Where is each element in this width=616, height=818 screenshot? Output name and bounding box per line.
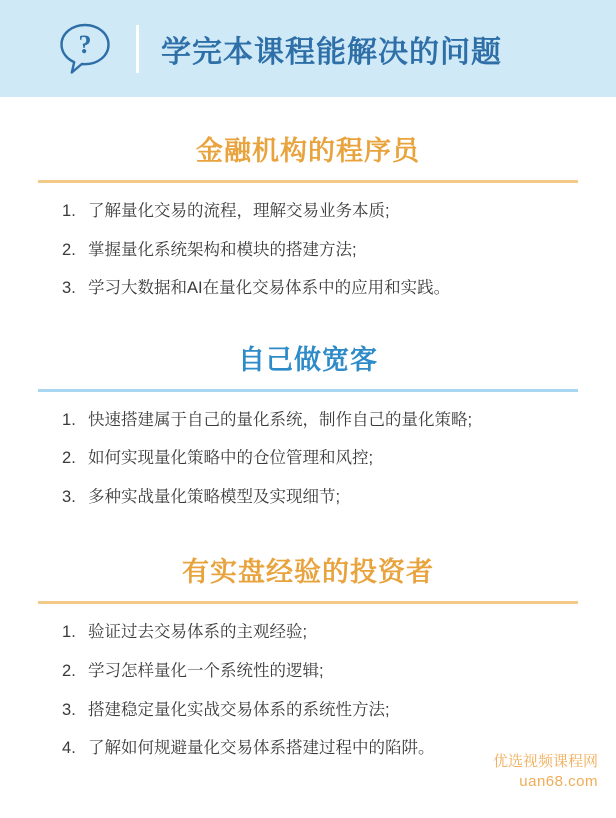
list-item: 快速搭建属于自己的量化系统，制作自己的量化策略; [88,410,473,429]
list-item: 学习怎样量化一个系统性的逻辑; [88,661,324,680]
list-item: 了解量化交易的流程，理解交易业务本质; [88,202,390,220]
section-item-list [0,620,616,761]
section-rule [38,601,578,604]
section-title: 金融机构的程序员 [196,136,420,166]
list-item: 如何实现量化策略中的仓位管理和风控; [88,449,374,468]
page-header [0,0,616,97]
section-rule [38,180,578,183]
list-item: 搭建稳定量化实战交易体系的系统性方法; [88,700,390,719]
content-area [0,129,616,762]
header-divider [136,25,139,73]
section-financial-programmer [0,129,616,302]
watermark-line-2: uan68.com [519,772,598,790]
section-rule [38,389,578,392]
section-item-list [0,408,616,511]
question-mark-speech-bubble-icon [58,22,112,76]
section-title: 自己做宽客 [238,344,378,375]
section-self-quant [0,338,616,511]
watermark-line-1: 优选视频课程网 [492,752,598,770]
page-title: 学完本课程能解决的问题 [161,35,502,69]
list-item: 学习大数据和AI在量化交易体系中的应用和实践。 [88,279,451,298]
list-item: 验证过去交易体系的主观经验; [88,623,308,642]
list-item: 了解如何规避量化交易体系搭建过程中的陷阱。 [88,739,435,758]
section-item-list [0,199,616,302]
section-title: 有实盘经验的投资者 [182,557,434,588]
list-item: 多种实战量化策略模型及实现细节; [88,487,341,506]
svg-text:?: ? [78,29,92,59]
list-item: 掌握量化系统架构和模块的搭建方法; [88,240,357,259]
section-experienced-investor [0,550,616,761]
